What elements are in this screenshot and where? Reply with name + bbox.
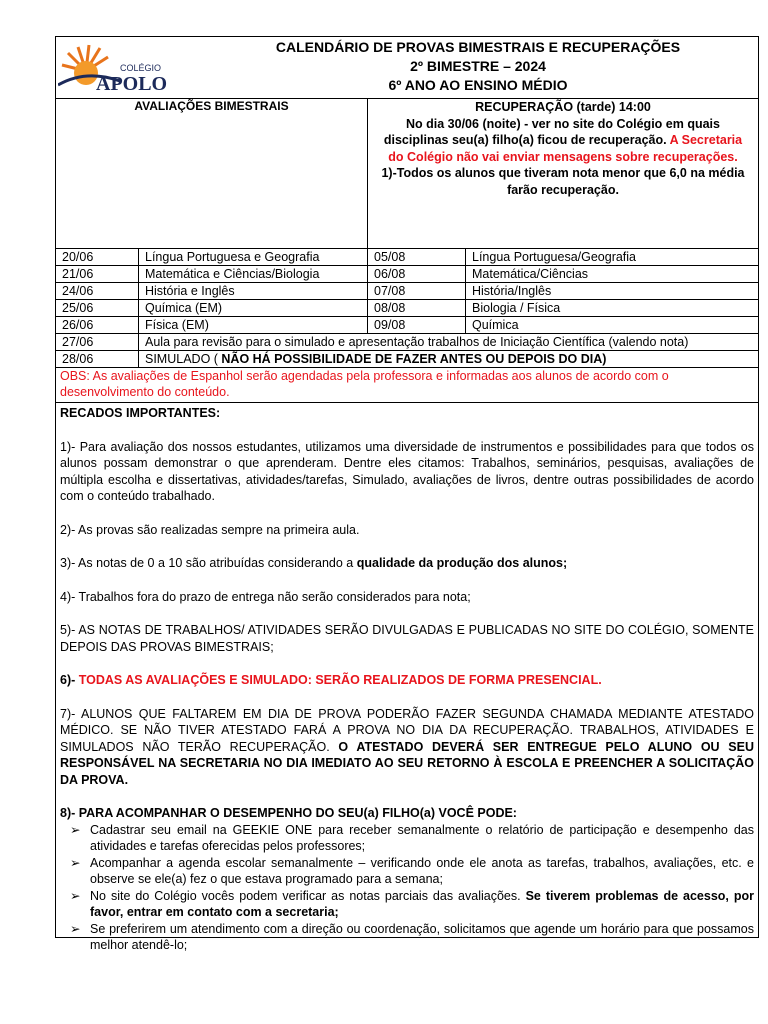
calendar-document: [55, 36, 759, 952]
recovery-subject: História/Inglês: [472, 284, 552, 298]
list-item: [60, 888, 754, 921]
exam-subject: Química (EM): [139, 300, 368, 316]
table-row: [56, 334, 758, 351]
note-3: [60, 555, 754, 572]
exam-date: 21/06: [56, 266, 139, 282]
recovery-date: 05/08: [368, 249, 466, 265]
exam-date: 24/06: [56, 283, 139, 299]
exam-date: 25/06: [56, 300, 139, 316]
recovery-info: [368, 99, 758, 248]
important-notes: [56, 403, 758, 952]
special-description: [139, 351, 758, 367]
simulado-label: SIMULADO (: [145, 352, 222, 366]
arrow-bullet-icon: ➢: [70, 822, 81, 837]
note-6-number: 6)-: [60, 673, 79, 687]
bullet-text: No site do Colégio vocês podem verificar as notas parciais das avaliações.: [90, 888, 526, 903]
recovery-subject: Matemática/Ciências: [472, 267, 589, 281]
exam-subject: História e Inglês: [139, 283, 368, 299]
exam-subject: Física (EM): [139, 317, 368, 333]
bullet-text: Cadastrar seu email na GEEKIE ONE para receber semanalmente o relatório de participação e desempenho das atividades e tarefas oferecidas pelos professores;: [90, 822, 754, 853]
recovery-subject: Biologia / Física: [472, 301, 561, 315]
list-item: [60, 855, 754, 888]
note-7-bold: O ATESTADO DEVERÁ SER ENTREGUE PELO ALUNO OU SEU RESPONSÁVEL NA SECRETARIA NO DIA IMEDIATO AO SEU RETORNO À ESCOLA E PREENCHER A SOLICITAÇÃO DA PROVA.: [60, 739, 754, 787]
note-4: 4)- Trabalhos fora do prazo de entrega não serão considerados para nota;: [60, 589, 471, 604]
section-headings: [56, 99, 758, 249]
exam-date: 26/06: [56, 317, 139, 333]
simulado-warning: NÃO HÁ POSSIBILIDADE DE FAZER ANTES OU DEPOIS DO DIA): [221, 352, 607, 366]
table-row: [56, 266, 758, 283]
list-item: [60, 921, 754, 954]
bullet-text: Acompanhar a agenda escolar semanalmente – verificando onde ele anota as tarefas, trabalhos, avaliações, etc. e observe se ele(a) fez o que estava programado para a semana;: [90, 855, 754, 886]
spanish-exam-note: OBS: As avaliações de Espanhol serão agendadas pela professora e informadas aos alunos de acordo com o desenvolvimento do conteúdo.: [56, 368, 758, 403]
note-2: 2)- As provas são realizadas sempre na primeira aula.: [60, 522, 360, 537]
title-calendar: CALENDÁRIO DE PROVAS BIMESTRAIS E RECUPERAÇÕES: [275, 39, 681, 55]
colegio-apolo-logo: [58, 43, 178, 93]
note-6: [60, 672, 754, 689]
recovery-subject: Química: [472, 318, 519, 332]
recovery-date: 09/08: [368, 317, 466, 333]
document-titles: [206, 38, 750, 95]
logo-apolo-text: APOLO: [96, 73, 168, 93]
arrow-bullet-icon: ➢: [70, 888, 81, 903]
document-header: [56, 37, 758, 99]
bullet-text: Se preferirem um atendimento com a direção ou coordenação, solicitamos que agende um horário para que possamos melhor atendê-lo;: [90, 921, 754, 952]
note-7-text: 7)- ALUNOS QUE FALTAREM EM DIA DE PROVA PODERÃO FAZER SEGUNDA CHAMADA MEDIANTE ATESTADO MÉDICO. SE NÃO TIVER ATESTADO FARÁ A PROVA NO DIA DA RECUPERAÇÃO. TRABALHOS, ATIVIDADES E SIMULADOS NÃO TERÃO RECUPERAÇÃO.: [60, 706, 754, 754]
logo-college-text: COLÉGIO: [120, 63, 162, 73]
note-8-heading: 8)- PARA ACOMPANHAR O DESEMPENHO DO SEU(a) FILHO(a) VOCÊ PODE:: [60, 806, 517, 820]
recovery-date: 06/08: [368, 266, 466, 282]
recovery-notice-text: No dia 30/06 (noite) - ver no site do Colégio em quais disciplinas seu(a) filho(a) ficou de recuperação.: [383, 116, 720, 147]
table-row: [56, 317, 758, 334]
exam-date: 20/06: [56, 249, 139, 265]
notes-heading: RECADOS IMPORTANTES:: [60, 406, 221, 420]
special-date: 27/06: [56, 334, 139, 350]
note-3-bold: qualidade da produção dos alunos;: [356, 556, 568, 570]
recovery-subject: Língua Portuguesa/Geografia: [472, 250, 637, 264]
recovery-date: 07/08: [368, 283, 466, 299]
arrow-bullet-icon: ➢: [70, 921, 81, 936]
special-date: 28/06: [56, 351, 139, 367]
table-row: [56, 351, 758, 368]
note-8-list: [60, 822, 754, 954]
note-6-red: TODAS AS AVALIAÇÕES E SIMULADO: SERÃO REALIZADOS DE FORMA PRESENCIAL.: [78, 673, 602, 687]
table-row: [56, 249, 758, 266]
recovery-notice-red: A Secretaria do Colégio não vai enviar mensagens sobre recuperações.: [388, 133, 743, 164]
exam-subject: Língua Portuguesa e Geografia: [139, 249, 368, 265]
exam-subject: Matemática e Ciências/Biologia: [139, 266, 368, 282]
recovery-date: 08/08: [368, 300, 466, 316]
note-5: 5)- AS NOTAS DE TRABALHOS/ ATIVIDADES SERÃO DIVULGADAS E PUBLICADAS NO SITE DO COLÉGIO, SOMENTE DEPOIS DAS PROVAS BIMESTRAIS;: [60, 623, 754, 654]
note-1: 1)- Para avaliação dos nossos estudantes, utilizamos uma diversidade de instrumentos e possibilidades para que todos os alunos possam demonstrar o que aprenderam. Dentre eles citamos: Trabalhos, seminários, pesquisas, avaliações de múltipla escolha e dissertativas, atividades/tarefas, Simulado, avaliações de livros, dentre outras possibilidades de acordo com o conteúdo trabalhado.: [60, 439, 754, 503]
title-bimester: 2º BIMESTRE – 2024: [410, 58, 546, 74]
special-description: Aula para revisão para o simulado e apresentação trabalhos de Iniciação Científica (valendo nota): [145, 335, 689, 349]
list-item: [60, 822, 754, 855]
bullet-text-bold: Se tiverem problemas de acesso, por favor, entrar em contato com a secretaria;: [90, 888, 754, 919]
arrow-bullet-icon: ➢: [70, 855, 81, 870]
recovery-notice: [376, 116, 750, 166]
title-grades: 6º ANO AO ENSINO MÉDIO: [388, 77, 568, 93]
table-row: [56, 283, 758, 300]
table-row: [56, 300, 758, 317]
recovery-heading: RECUPERAÇÃO (tarde) 14:00: [475, 100, 651, 114]
recovery-rule: 1)-Todos os alunos que tiveram nota menor que 6,0 na média farão recuperação.: [381, 166, 745, 197]
note-3-text: 3)- As notas de 0 a 10 são atribuídas considerando a: [60, 556, 357, 570]
note-7: [60, 706, 754, 789]
bimonthly-exams-heading: AVALIAÇÕES BIMESTRAIS: [56, 99, 368, 248]
